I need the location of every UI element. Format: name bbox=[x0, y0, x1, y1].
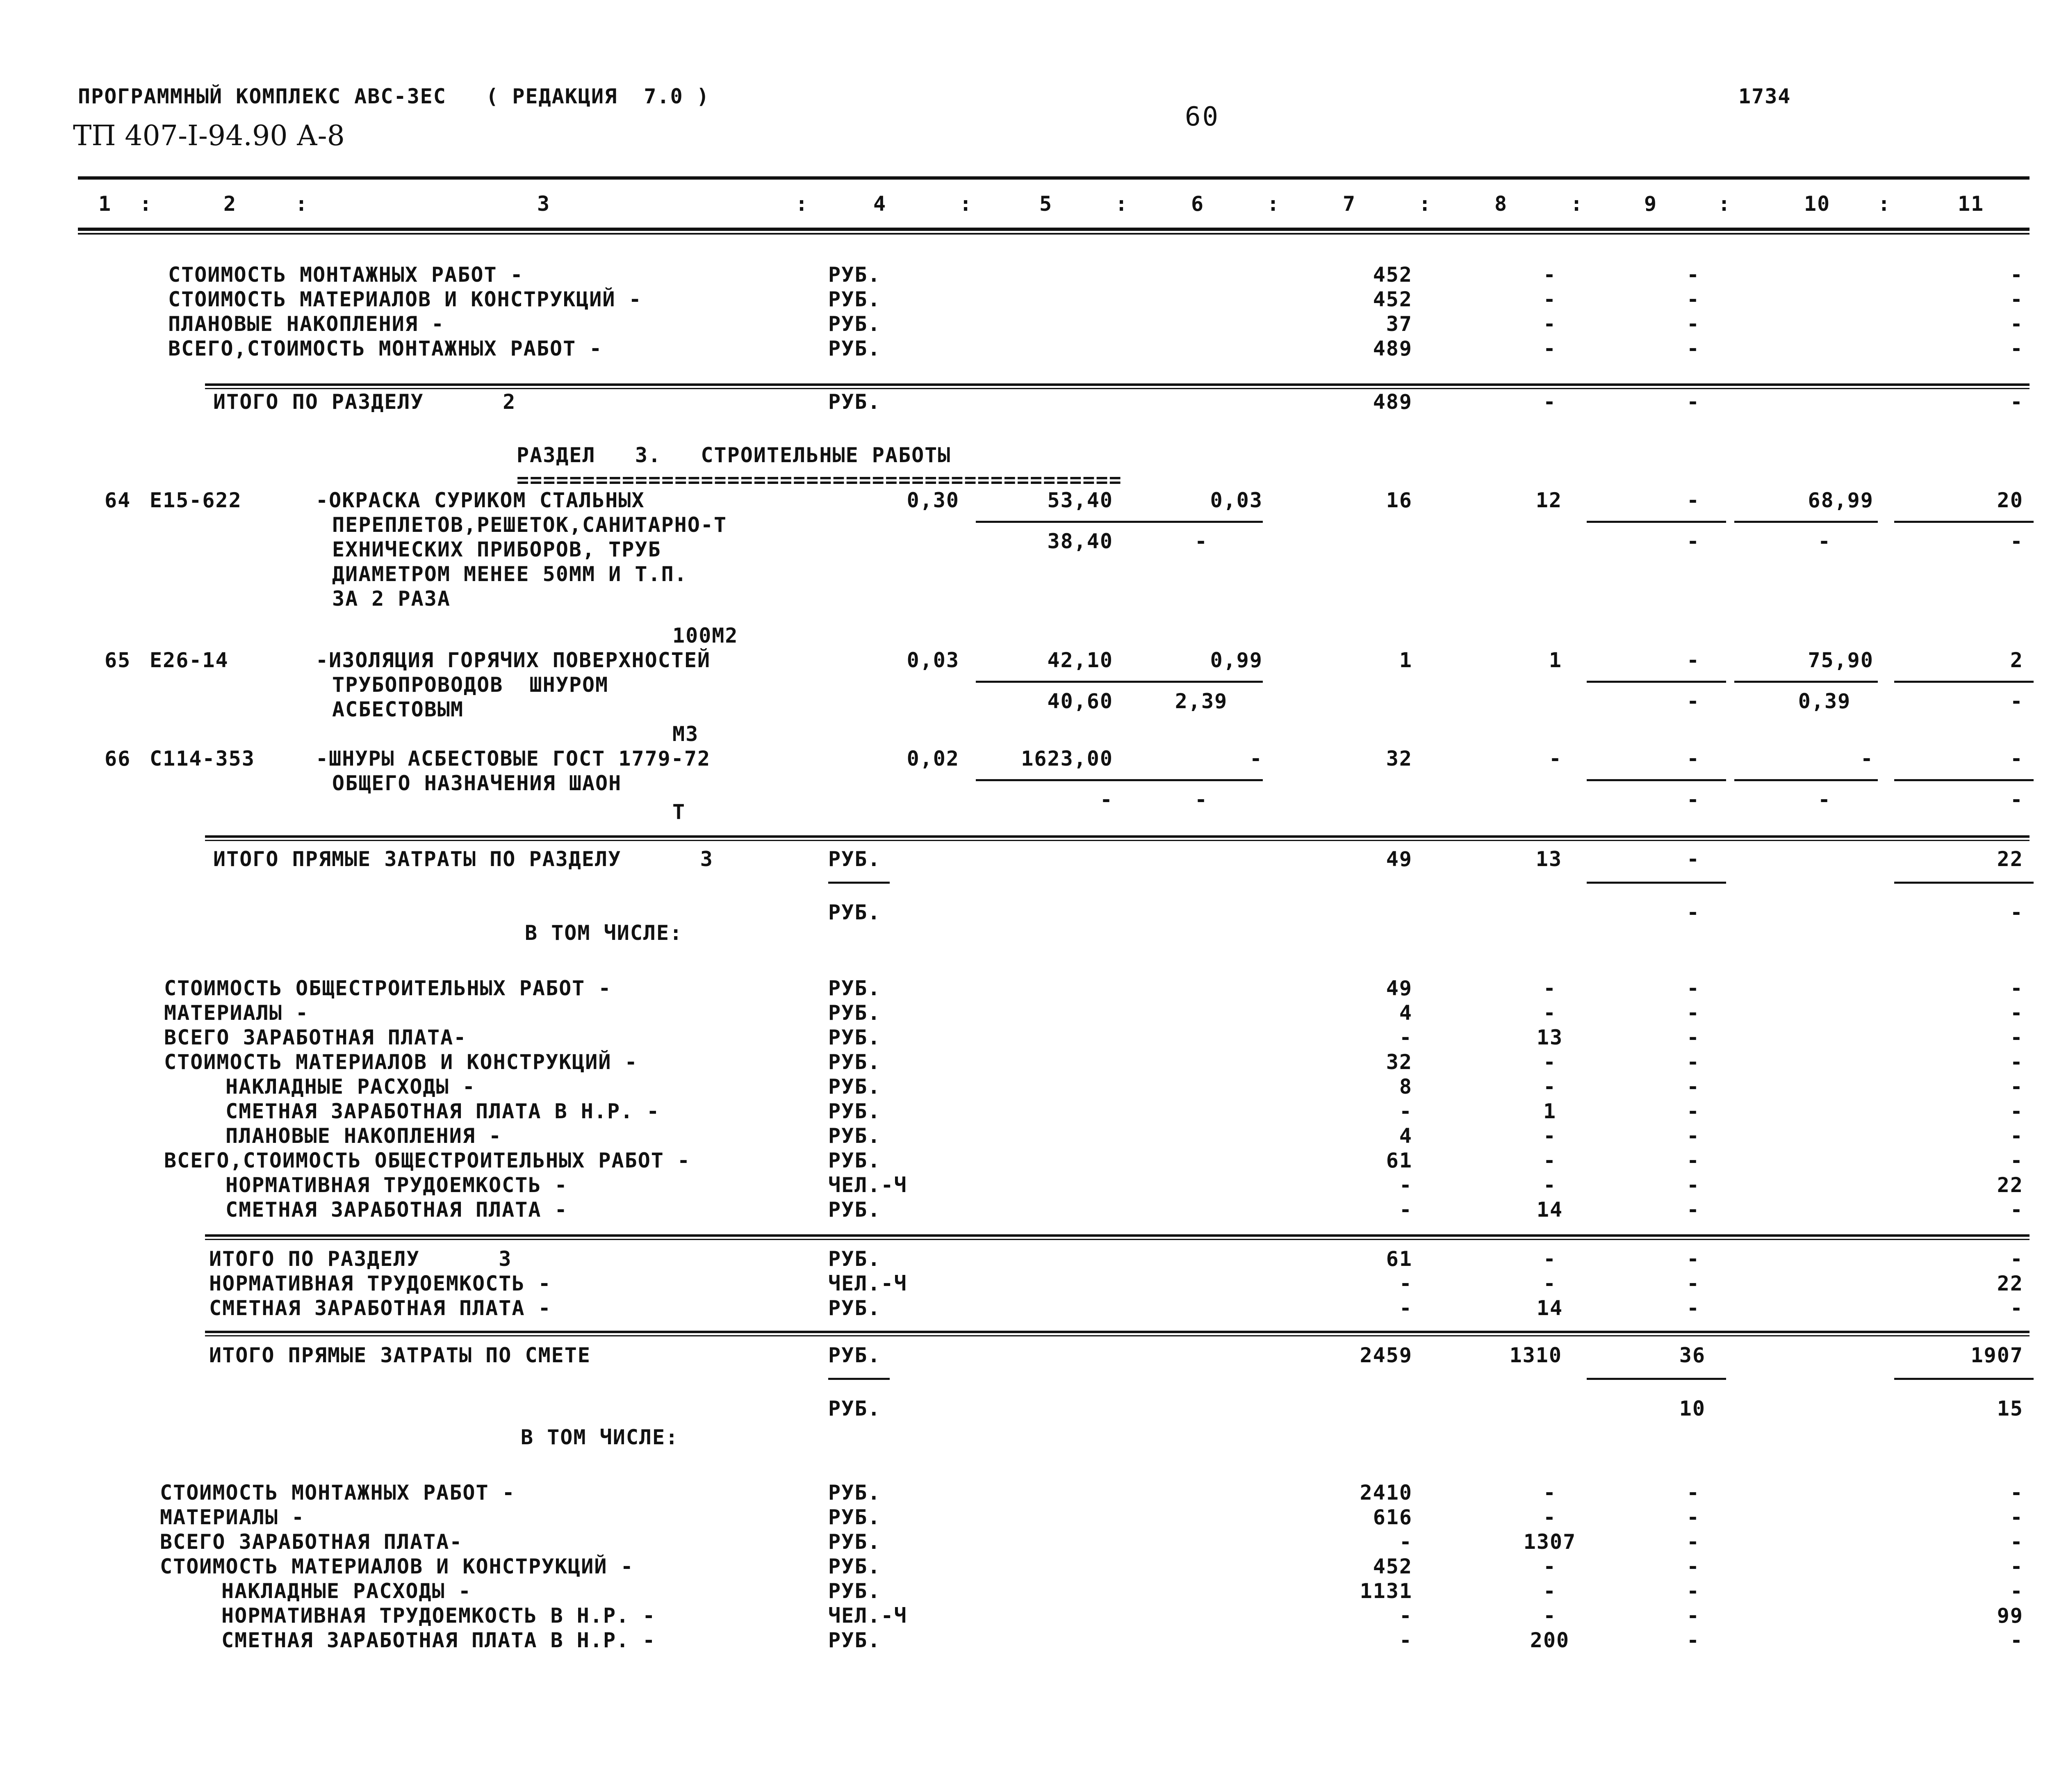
work-item-machine-wage: 2,39 bbox=[1175, 689, 1228, 713]
column-header-9: 9 bbox=[1644, 192, 1658, 216]
section-3-total-row-unit: ЧЕЛ.-Ч bbox=[828, 1272, 907, 1295]
work-item-description-line: ЗА 2 РАЗА bbox=[332, 587, 451, 611]
section-3-direct-wages: 13 bbox=[1535, 847, 1562, 871]
section-2-total-rule bbox=[205, 383, 2029, 386]
section-3-breakdown-row-col8: - bbox=[1543, 1149, 1557, 1172]
section-3-breakdown-row-label: СМЕТНАЯ ЗАРАБОТНАЯ ПЛАТА - bbox=[226, 1198, 568, 1222]
work-item-col11-b: - bbox=[2010, 788, 2023, 812]
sec2-row-unit: РУБ. bbox=[828, 287, 881, 311]
work-item-wages: 12 bbox=[1535, 488, 1562, 512]
section-3-breakdown-row-col8: - bbox=[1543, 976, 1557, 1000]
estimate-direct-col9: 36 bbox=[1679, 1343, 1706, 1367]
section-3-breakdown-row-col9: - bbox=[1686, 1124, 1700, 1148]
column-header-11: 11 bbox=[1958, 192, 1984, 216]
sec2-row-unit: РУБ. bbox=[828, 337, 881, 360]
estimate-breakdown-row-col9: - bbox=[1686, 1555, 1700, 1578]
section-3-totals-rule bbox=[205, 1234, 2029, 1237]
work-item-col11-rule bbox=[1894, 521, 2034, 523]
section-3-breakdown-row-col11: - bbox=[2010, 1026, 2023, 1049]
work-item-description-line: -ШНУРЫ АСБЕСТОВЫЕ ГОСТ 1779-72 bbox=[316, 747, 711, 771]
section-3-direct-label: ИТОГО ПРЯМЫЕ ЗАТРАТЫ ПО РАЗДЕЛУ 3 bbox=[213, 847, 713, 871]
column-header-1: 1 bbox=[98, 192, 112, 216]
work-item-machines: 0,99 bbox=[1210, 648, 1263, 672]
section-3-breakdown-row-col8: 14 bbox=[1536, 1198, 1563, 1222]
section-3-breakdown-row-col11: - bbox=[2010, 1198, 2023, 1222]
work-item-col9-b: - bbox=[1686, 529, 1700, 553]
section-3-total-row-col11: - bbox=[2010, 1296, 2023, 1320]
section-3-direct-unit: РУБ. bbox=[828, 847, 881, 871]
work-item-wages: - bbox=[1549, 747, 1562, 771]
section-3-breakdown-row-label: СТОИМОСТЬ ОБЩЕСТРОИТЕЛЬНЫХ РАБОТ - bbox=[164, 976, 612, 1000]
estimate-direct-col9-rule bbox=[1587, 1378, 1726, 1380]
section-3-breakdown-row-unit: РУБ. bbox=[828, 1001, 881, 1025]
column-separator: : bbox=[1419, 192, 1432, 216]
section-3-breakdown-row-col9: - bbox=[1686, 1001, 1700, 1025]
work-item-col9-rule bbox=[1587, 779, 1726, 781]
work-item-quantity: 0,02 bbox=[907, 747, 959, 771]
section-3-breakdown-row-unit: РУБ. bbox=[828, 1075, 881, 1099]
sec2-row-col9: - bbox=[1686, 337, 1700, 360]
sec2-row-unit: РУБ. bbox=[828, 263, 881, 287]
section-3-total-row-col9: - bbox=[1686, 1296, 1700, 1320]
work-item-number: 65 bbox=[105, 648, 131, 672]
section-3-breakdown-row-col9: - bbox=[1686, 1050, 1700, 1074]
estimate-breakdown-row-col9: - bbox=[1686, 1628, 1700, 1652]
estimate-breakdown-row-label: СТОИМОСТЬ МОНТАЖНЫХ РАБОТ - bbox=[160, 1481, 515, 1505]
section-3-total-row-col11: 22 bbox=[1997, 1272, 2023, 1295]
section-3-total-row-col7: 61 bbox=[1386, 1247, 1412, 1271]
work-item-col10-rule bbox=[1734, 681, 1878, 683]
column-header-7: 7 bbox=[1343, 192, 1356, 216]
work-item-col10-b: 0,39 bbox=[1798, 689, 1851, 713]
work-item-description-line: ТРУБОПРОВОДОВ ШНУРОМ bbox=[332, 673, 609, 697]
sec2-total-col8: - bbox=[1543, 390, 1557, 414]
section-3-breakdown-row-label: СТОИМОСТЬ МАТЕРИАЛОВ И КОНСТРУКЦИЙ - bbox=[164, 1050, 638, 1074]
estimate-breakdown-row-unit: РУБ. bbox=[828, 1505, 881, 1529]
section-3-breakdown-row-col9: - bbox=[1686, 976, 1700, 1000]
section-3-total-row-col9: - bbox=[1686, 1272, 1700, 1295]
column-separator: : bbox=[959, 192, 973, 216]
estimate-including-label: В ТОМ ЧИСЛЕ: bbox=[521, 1425, 679, 1449]
sec2-row-col11: - bbox=[2010, 312, 2023, 336]
work-item-labor-unit: 68,99 bbox=[1808, 488, 1874, 512]
estimate-breakdown-row-col8: - bbox=[1543, 1481, 1557, 1505]
section-3-underline: ============================================== bbox=[517, 468, 1122, 492]
section-3-breakdown-row-col11: - bbox=[2010, 976, 2023, 1000]
work-item-quantity: 0,30 bbox=[907, 488, 959, 512]
estimate-breakdown-row-col11: - bbox=[2010, 1628, 2023, 1652]
column-separator: : bbox=[295, 192, 309, 216]
work-item-description-line: ОБЩЕГО НАЗНАЧЕНИЯ ШАОН bbox=[332, 771, 622, 795]
estimate-direct-rule bbox=[205, 1331, 2029, 1333]
sec2-row-col8: - bbox=[1543, 312, 1557, 336]
work-item-col10-rule bbox=[1734, 521, 1878, 523]
work-item-description-line: -ОКРАСКА СУРИКОМ СТАЛЬНЫХ bbox=[316, 488, 645, 512]
work-item-labor-unit: - bbox=[1860, 747, 1874, 771]
work-item-unit-wage: 40,60 bbox=[1047, 689, 1113, 713]
section-3-direct-col9-b: - bbox=[1686, 901, 1700, 924]
section-3-breakdown-row-col7: - bbox=[1399, 1173, 1412, 1197]
work-item-col9-rule bbox=[1587, 521, 1726, 523]
sec2-row-label: СТОИМОСТЬ МАТЕРИАЛОВ И КОНСТРУКЦИЙ - bbox=[168, 287, 642, 311]
work-item-unit: 100М2 bbox=[672, 624, 738, 647]
column-header-5: 5 bbox=[1039, 192, 1053, 216]
section-3-breakdown-row-col8: 1 bbox=[1543, 1099, 1557, 1123]
estimate-breakdown-row-col8: 200 bbox=[1530, 1628, 1570, 1652]
work-item-total: 1 bbox=[1399, 648, 1412, 672]
section-3-breakdown-row-label: НАКЛАДНЫЕ РАСХОДЫ - bbox=[226, 1075, 476, 1099]
column-header-10: 10 bbox=[1804, 192, 1831, 216]
sec2-row-col7: 489 bbox=[1373, 337, 1412, 360]
work-item-col9-b: - bbox=[1686, 689, 1700, 713]
estimate-breakdown-row-col11: - bbox=[2010, 1530, 2023, 1554]
sec2-total-col7: 489 bbox=[1373, 390, 1412, 414]
work-item-quantity: 0,03 bbox=[907, 648, 959, 672]
estimate-breakdown-row-unit: ЧЕЛ.-Ч bbox=[828, 1604, 907, 1628]
section-3-breakdown-row-col9: - bbox=[1686, 1026, 1700, 1049]
section-3-breakdown-row-unit: РУБ. bbox=[828, 1149, 881, 1172]
work-item-wages: 1 bbox=[1549, 648, 1562, 672]
estimate-breakdown-row-col7: - bbox=[1399, 1530, 1412, 1554]
section-3-breakdown-row-label: СМЕТНАЯ ЗАРАБОТНАЯ ПЛАТА В Н.Р. - bbox=[226, 1099, 660, 1123]
estimate-breakdown-row-col11: - bbox=[2010, 1555, 2023, 1578]
work-item-description-line: -ИЗОЛЯЦИЯ ГОРЯЧИХ ПОВЕРХНОСТЕЙ bbox=[316, 648, 711, 672]
work-item-code: С114-353 bbox=[150, 747, 255, 771]
sec2-total-col11: - bbox=[2010, 390, 2023, 414]
work-item-machine-wage: - bbox=[1194, 529, 1208, 553]
work-item-unit-wage: - bbox=[1100, 788, 1113, 812]
section-3-total-row-col7: - bbox=[1399, 1296, 1412, 1320]
column-separator: : bbox=[1878, 192, 1891, 216]
work-item-unit-wage: 38,40 bbox=[1047, 529, 1113, 553]
section-3-breakdown-row-label: ПЛАНОВЫЕ НАКОПЛЕНИЯ - bbox=[226, 1124, 502, 1148]
estimate-direct-rule-2 bbox=[205, 1335, 2029, 1336]
program-header: ПРОГРАММНЫЙ КОМПЛЕКС АВС-3ЕС ( РЕДАКЦИЯ 7.0 ) bbox=[78, 84, 710, 108]
section-3-breakdown-row-col11: - bbox=[2010, 1099, 2023, 1123]
section-3-breakdown-row-col7: - bbox=[1399, 1198, 1412, 1222]
work-item-number: 66 bbox=[105, 747, 131, 771]
estimate-breakdown-row-col8: - bbox=[1543, 1604, 1557, 1628]
section-3-breakdown-row-col7: 32 bbox=[1386, 1050, 1412, 1074]
column-header-4: 4 bbox=[873, 192, 887, 216]
header-bottom-rule-2 bbox=[78, 233, 2029, 235]
section-3-breakdown-row-col8: - bbox=[1543, 1075, 1557, 1099]
work-item-col11-rule bbox=[1894, 681, 2034, 683]
estimate-direct-col11-rule bbox=[1894, 1378, 2034, 1380]
estimate-breakdown-row-col9: - bbox=[1686, 1604, 1700, 1628]
work-item-machines-rule bbox=[1128, 521, 1263, 523]
section-3-breakdown-row-col7: - bbox=[1399, 1026, 1412, 1049]
estimate-direct-total: 2459 bbox=[1360, 1343, 1412, 1367]
column-header-2: 2 bbox=[223, 192, 237, 216]
work-item-labor-total: 20 bbox=[1997, 488, 2023, 512]
work-item-col9: - bbox=[1686, 747, 1700, 771]
section-3-breakdown-row-col9: - bbox=[1686, 1099, 1700, 1123]
section-3-breakdown-row-label: НОРМАТИВНАЯ ТРУДОЕМКОСТЬ - bbox=[226, 1173, 568, 1197]
section-3-direct-unit-rule bbox=[828, 882, 890, 884]
column-separator: : bbox=[139, 192, 153, 216]
sec2-row-col7: 452 bbox=[1373, 287, 1412, 311]
estimate-direct-labor: 1907 bbox=[1970, 1343, 2023, 1367]
section-3-breakdown-row-col8: - bbox=[1543, 1050, 1557, 1074]
work-item-col9: - bbox=[1686, 488, 1700, 512]
section-3-totals-rule-2 bbox=[205, 1239, 2029, 1240]
estimate-direct-labor-b: 15 bbox=[1997, 1397, 2023, 1420]
section-3-total-row-col11: - bbox=[2010, 1247, 2023, 1271]
estimate-breakdown-row-label: НАКЛАДНЫЕ РАСХОДЫ - bbox=[221, 1579, 472, 1603]
work-item-machines: 0,03 bbox=[1210, 488, 1263, 512]
section-3-total-row-label: СМЕТНАЯ ЗАРАБОТНАЯ ПЛАТА - bbox=[209, 1296, 551, 1320]
section-3-breakdown-row-col8: - bbox=[1543, 1124, 1557, 1148]
section-3-breakdown-row-label: МАТЕРИАЛЫ - bbox=[164, 1001, 309, 1025]
section-3-breakdown-row-col7: - bbox=[1399, 1099, 1412, 1123]
column-separator: : bbox=[1718, 192, 1731, 216]
section-3-breakdown-row-unit: ЧЕЛ.-Ч bbox=[828, 1173, 907, 1197]
section-3-total-row-unit: РУБ. bbox=[828, 1247, 881, 1271]
sec2-row-col7: 37 bbox=[1386, 312, 1412, 336]
section-3-total-row-label: ИТОГО ПО РАЗДЕЛУ 3 bbox=[209, 1247, 512, 1271]
section-3-direct-col9-rule bbox=[1587, 882, 1726, 884]
work-item-col11-b: - bbox=[2010, 689, 2023, 713]
estimate-breakdown-row-col8: - bbox=[1543, 1505, 1557, 1529]
estimate-breakdown-row-col9: - bbox=[1686, 1505, 1700, 1529]
work-item-price-rule bbox=[976, 521, 1128, 523]
direct-costs-rule-2 bbox=[205, 840, 2029, 841]
section-3-total-row-col8: - bbox=[1543, 1272, 1557, 1295]
estimate-breakdown-row-col7: 616 bbox=[1373, 1505, 1412, 1529]
work-item-machines-rule bbox=[1128, 779, 1263, 781]
estimate-breakdown-row-col7: 2410 bbox=[1360, 1481, 1412, 1505]
estimate-breakdown-row-unit: РУБ. bbox=[828, 1579, 881, 1603]
work-item-unit-price: 1623,00 bbox=[1021, 747, 1113, 771]
estimate-breakdown-row-label: МАТЕРИАЛЫ - bbox=[160, 1505, 305, 1529]
estimate-breakdown-row-unit: РУБ. bbox=[828, 1555, 881, 1578]
estimate-breakdown-row-col9: - bbox=[1686, 1530, 1700, 1554]
header-bottom-rule bbox=[78, 228, 2029, 231]
work-item-labor-total: 2 bbox=[2010, 648, 2023, 672]
section-3-total-row-col8: 14 bbox=[1536, 1296, 1563, 1320]
section-3-breakdown-row-unit: РУБ. bbox=[828, 1198, 881, 1222]
estimate-breakdown-row-col11: - bbox=[2010, 1579, 2023, 1603]
estimate-breakdown-row-col7: - bbox=[1399, 1604, 1412, 1628]
column-header-8: 8 bbox=[1494, 192, 1508, 216]
work-item-code: Е26-14 bbox=[150, 648, 229, 672]
sec2-row-col11: - bbox=[2010, 287, 2023, 311]
section-3-direct-unit-2: РУБ. bbox=[828, 901, 881, 924]
estimate-breakdown-row-col8: - bbox=[1543, 1555, 1557, 1578]
section-3-breakdown-row-label: ВСЕГО,СТОИМОСТЬ ОБЩЕСТРОИТЕЛЬНЫХ РАБОТ - bbox=[164, 1149, 691, 1172]
work-item-price-rule bbox=[976, 681, 1128, 683]
sec2-row-label: ПЛАНОВЫЕ НАКОПЛЕНИЯ - bbox=[168, 312, 445, 336]
estimate-breakdown-row-label: НОРМАТИВНАЯ ТРУДОЕМКОСТЬ В Н.Р. - bbox=[221, 1604, 656, 1628]
section-3-breakdown-row-col11: - bbox=[2010, 1001, 2023, 1025]
estimate-breakdown-row-unit: РУБ. bbox=[828, 1628, 881, 1652]
estimate-breakdown-row-col11: - bbox=[2010, 1505, 2023, 1529]
column-separator: : bbox=[795, 192, 809, 216]
section-3-breakdown-row-col7: 4 bbox=[1399, 1124, 1412, 1148]
section-3-breakdown-row-col7: 49 bbox=[1386, 976, 1412, 1000]
estimate-breakdown-row-col8: - bbox=[1543, 1579, 1557, 1603]
work-item-unit-price: 53,40 bbox=[1047, 488, 1113, 512]
estimate-breakdown-row-unit: РУБ. bbox=[828, 1530, 881, 1554]
section-3-breakdown-row-col8: 13 bbox=[1536, 1026, 1563, 1049]
sheet-number: 1734 bbox=[1738, 84, 1791, 108]
sec2-row-col8: - bbox=[1543, 337, 1557, 360]
section-3-direct-col11-rule bbox=[1894, 882, 2034, 884]
section-3-breakdown-row-col9: - bbox=[1686, 1198, 1700, 1222]
column-header-3: 3 bbox=[537, 192, 551, 216]
estimate-breakdown-row-col7: 1131 bbox=[1360, 1579, 1412, 1603]
section-3-breakdown-row-col7: 8 bbox=[1399, 1075, 1412, 1099]
sec2-row-label: ВСЕГО,СТОИМОСТЬ МОНТАЖНЫХ РАБОТ - bbox=[168, 337, 603, 360]
sec2-row-col9: - bbox=[1686, 287, 1700, 311]
work-item-col10-b: - bbox=[1818, 788, 1831, 812]
estimate-breakdown-row-label: ВСЕГО ЗАРАБОТНАЯ ПЛАТА- bbox=[160, 1530, 463, 1554]
sec2-row-col8: - bbox=[1543, 263, 1557, 287]
sec2-row-col11: - bbox=[2010, 263, 2023, 287]
section-3-breakdown-row-unit: РУБ. bbox=[828, 976, 881, 1000]
estimate-direct-label: ИТОГО ПРЯМЫЕ ЗАТРАТЫ ПО СМЕТЕ bbox=[209, 1343, 591, 1367]
work-item-description-line: АСБЕСТОВЫМ bbox=[332, 698, 464, 721]
estimate-direct-unit-2: РУБ. bbox=[828, 1397, 881, 1420]
section-3-breakdown-row-label: ВСЕГО ЗАРАБОТНАЯ ПЛАТА- bbox=[164, 1026, 467, 1049]
section-3-breakdown-row-col8: - bbox=[1543, 1173, 1557, 1197]
section-3-total-row-col7: - bbox=[1399, 1272, 1412, 1295]
sec2-row-unit: РУБ. bbox=[828, 312, 881, 336]
estimate-breakdown-row-col9: - bbox=[1686, 1579, 1700, 1603]
section-3-title: РАЗДЕЛ 3. СТРОИТЕЛЬНЫЕ РАБОТЫ bbox=[517, 443, 951, 467]
work-item-labor-unit: 75,90 bbox=[1808, 648, 1874, 672]
document-code: ТП 407-I-94.90 А-8 bbox=[73, 120, 345, 152]
header-top-rule bbox=[78, 176, 2029, 180]
work-item-col10-rule bbox=[1734, 779, 1878, 781]
direct-costs-rule bbox=[205, 835, 2029, 838]
section-3-breakdown-row-col8: - bbox=[1543, 1001, 1557, 1025]
section-3-breakdown-row-col7: 61 bbox=[1386, 1149, 1412, 1172]
work-item-machines: - bbox=[1249, 747, 1263, 771]
column-separator: : bbox=[1267, 192, 1280, 216]
section-3-breakdown-row-col11: - bbox=[2010, 1050, 2023, 1074]
section-3-breakdown-row-col9: - bbox=[1686, 1075, 1700, 1099]
column-separator: : bbox=[1570, 192, 1584, 216]
work-item-col9-b: - bbox=[1686, 788, 1700, 812]
work-item-unit: Т bbox=[672, 800, 686, 824]
sec2-total-col9: - bbox=[1686, 390, 1700, 414]
work-item-col9: - bbox=[1686, 648, 1700, 672]
section-3-breakdown-row-unit: РУБ. bbox=[828, 1124, 881, 1148]
section-3-total-row-col8: - bbox=[1543, 1247, 1557, 1271]
sec2-total-label: ИТОГО ПО РАЗДЕЛУ 2 bbox=[213, 390, 516, 414]
work-item-col10-b: - bbox=[1818, 529, 1831, 553]
estimate-breakdown-row-label: СТОИМОСТЬ МАТЕРИАЛОВ И КОНСТРУКЦИЙ - bbox=[160, 1555, 634, 1578]
estimate-direct-unit-rule bbox=[828, 1378, 890, 1380]
sec2-row-col7: 452 bbox=[1373, 263, 1412, 287]
section-3-direct-total: 49 bbox=[1386, 847, 1412, 871]
work-item-code: Е15-622 bbox=[150, 488, 242, 512]
work-item-machine-wage: - bbox=[1194, 788, 1208, 812]
section-2-total-rule-2 bbox=[205, 388, 2029, 389]
section-3-breakdown-row-unit: РУБ. bbox=[828, 1026, 881, 1049]
section-3-breakdown-row-unit: РУБ. bbox=[828, 1050, 881, 1074]
section-3-direct-labor: 22 bbox=[1997, 847, 2023, 871]
work-item-unit: М3 bbox=[672, 722, 699, 746]
estimate-breakdown-row-col11: - bbox=[2010, 1481, 2023, 1505]
sec2-row-label: СТОИМОСТЬ МОНТАЖНЫХ РАБОТ - bbox=[168, 263, 524, 287]
work-item-description-line: ПЕРЕПЛЕТОВ,РЕШЕТОК,САНИТАРНО-Т bbox=[332, 513, 727, 537]
section-3-total-row-label: НОРМАТИВНАЯ ТРУДОЕМКОСТЬ - bbox=[209, 1272, 551, 1295]
section-3-breakdown-row-col11: - bbox=[2010, 1075, 2023, 1099]
work-item-description-line: ЕХНИЧЕСКИХ ПРИБОРОВ, ТРУБ bbox=[332, 538, 661, 561]
work-item-machines-rule bbox=[1128, 681, 1263, 683]
section-3-breakdown-row-col11: 22 bbox=[1997, 1173, 2023, 1197]
section-3-breakdown-row-col9: - bbox=[1686, 1149, 1700, 1172]
estimate-breakdown-row-unit: РУБ. bbox=[828, 1481, 881, 1505]
work-item-col11-b: - bbox=[2010, 529, 2023, 553]
column-separator: : bbox=[1115, 192, 1129, 216]
work-item-description-line: ДИАМЕТРОМ МЕНЕЕ 50ММ И Т.П. bbox=[332, 562, 688, 586]
estimate-breakdown-row-label: СМЕТНАЯ ЗАРАБОТНАЯ ПЛАТА В Н.Р. - bbox=[221, 1628, 656, 1652]
estimate-direct-wages: 1310 bbox=[1509, 1343, 1562, 1367]
column-header-6: 6 bbox=[1191, 192, 1205, 216]
section-3-total-row-col9: - bbox=[1686, 1247, 1700, 1271]
work-item-labor-total: - bbox=[2010, 747, 2023, 771]
section-3-breakdown-row-col7: 4 bbox=[1399, 1001, 1412, 1025]
estimate-direct-unit: РУБ. bbox=[828, 1343, 881, 1367]
estimate-breakdown-row-col8: 1307 bbox=[1523, 1530, 1576, 1554]
section-3-including-label: В ТОМ ЧИСЛЕ: bbox=[525, 921, 683, 945]
estimate-breakdown-row-col9: - bbox=[1686, 1481, 1700, 1505]
section-3-breakdown-row-col11: - bbox=[2010, 1149, 2023, 1172]
estimate-breakdown-row-col11: 99 bbox=[1997, 1604, 2023, 1628]
work-item-total: 16 bbox=[1386, 488, 1412, 512]
section-3-breakdown-row-col9: - bbox=[1686, 1173, 1700, 1197]
sec2-row-col11: - bbox=[2010, 337, 2023, 360]
work-item-price-rule bbox=[976, 779, 1128, 781]
section-3-breakdown-row-unit: РУБ. bbox=[828, 1099, 881, 1123]
sec2-total-unit: РУБ. bbox=[828, 390, 881, 414]
sec2-row-col8: - bbox=[1543, 287, 1557, 311]
section-3-breakdown-row-col11: - bbox=[2010, 1124, 2023, 1148]
estimate-breakdown-row-col7: 452 bbox=[1373, 1555, 1412, 1578]
section-3-total-row-unit: РУБ. bbox=[828, 1296, 881, 1320]
work-item-unit-price: 42,10 bbox=[1047, 648, 1113, 672]
sec2-row-col9: - bbox=[1686, 263, 1700, 287]
work-item-number: 64 bbox=[105, 488, 131, 512]
work-item-col11-rule bbox=[1894, 779, 2034, 781]
section-3-direct-col9: - bbox=[1686, 847, 1700, 871]
work-item-col9-rule bbox=[1587, 681, 1726, 683]
work-item-total: 32 bbox=[1386, 747, 1412, 771]
sec2-row-col9: - bbox=[1686, 312, 1700, 336]
section-3-direct-labor-b: - bbox=[2010, 901, 2023, 924]
estimate-direct-col9-b: 10 bbox=[1679, 1397, 1706, 1420]
estimate-breakdown-row-col7: - bbox=[1399, 1628, 1412, 1652]
page-number: 60 bbox=[1185, 102, 1220, 132]
